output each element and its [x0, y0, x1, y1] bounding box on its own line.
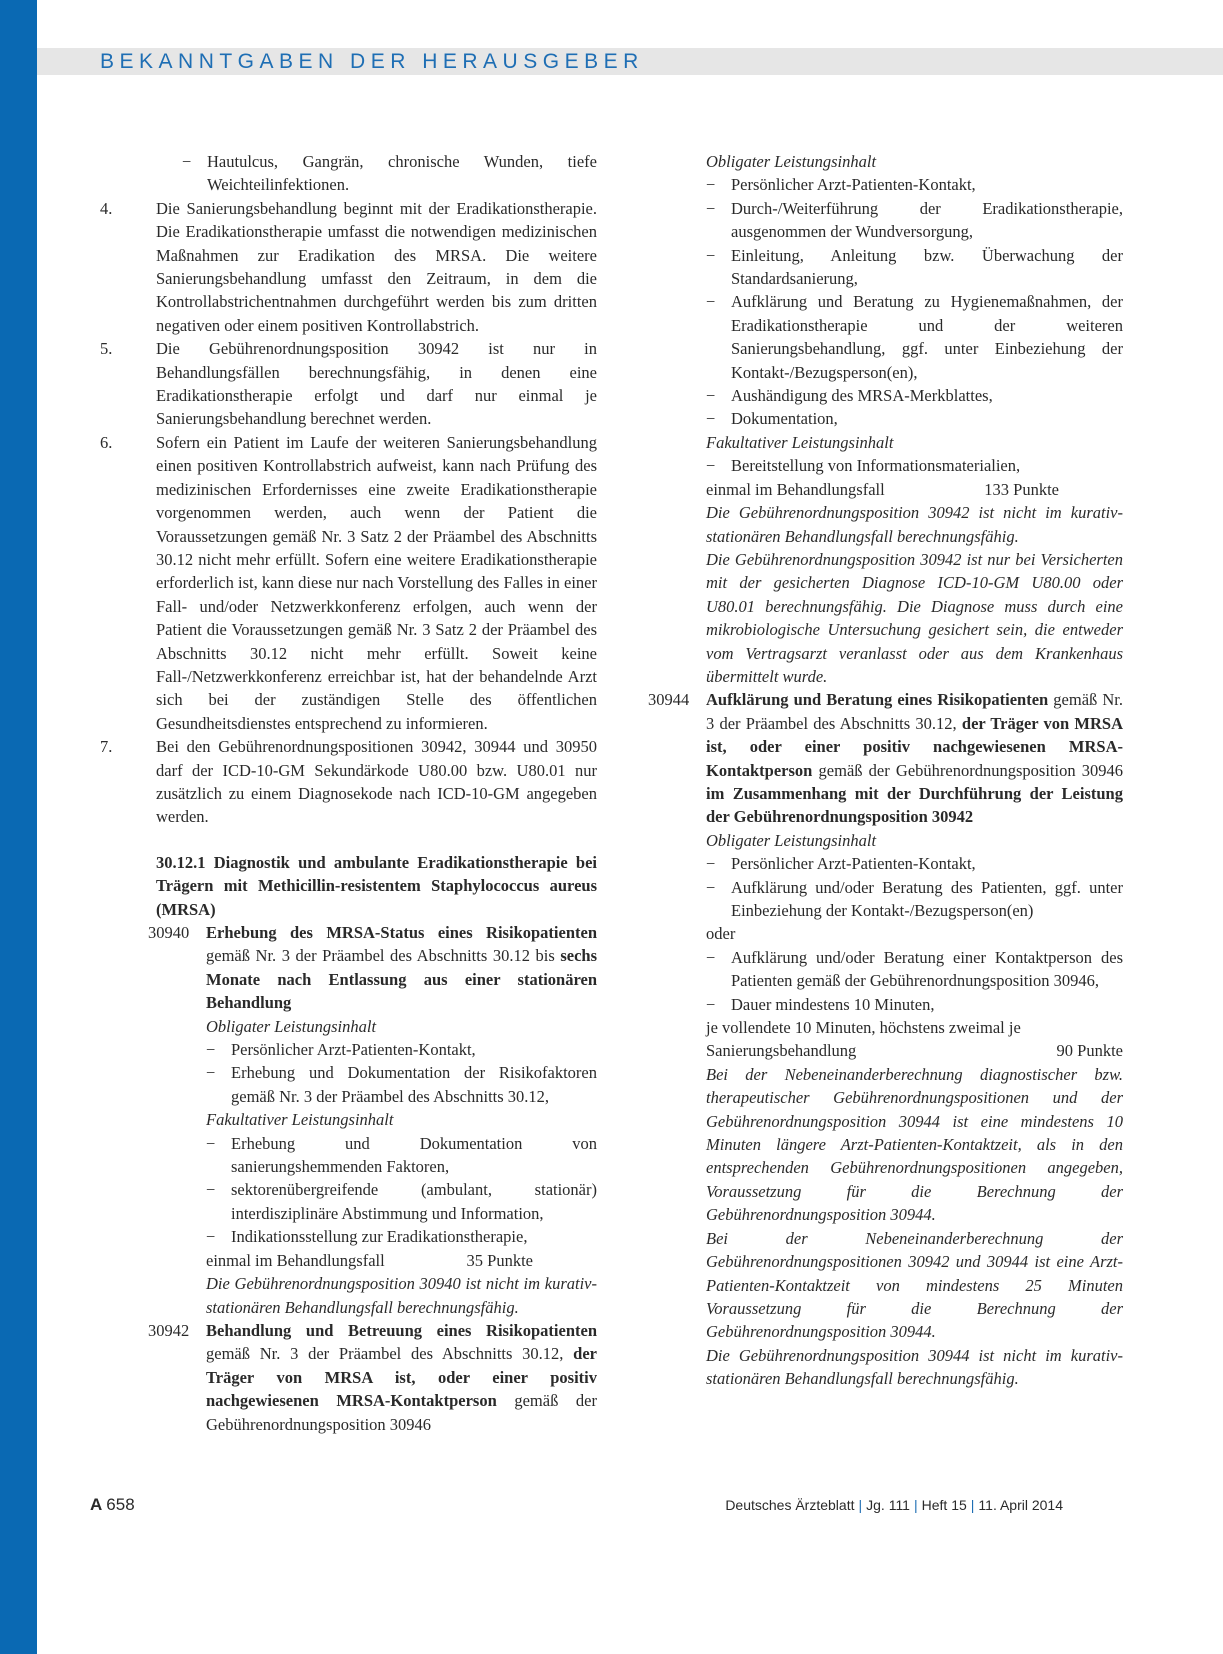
list-item: [100, 337, 597, 431]
position-text: gemäß Nr. 3 der Präambel des Abschnitts 30.12 bis: [206, 946, 561, 966]
position-title: Erhebung des MRSA-Status eines Risikopatienten: [206, 923, 597, 942]
dash-item: − Erhebung und Dokumentation von sanierungshemmenden Faktoren,: [231, 1132, 597, 1179]
list-item: [100, 735, 597, 829]
dash-item: − Durch-/Weiterführung der Eradikationstherapie, ausgenommen der Wundversorgung,: [731, 197, 1123, 244]
item-text: Sofern ein Patient im Laufe der weiteren Sanierungsbehandlung einen positiven Kontrollabstrich aufweist, kann nach Prüfung des medizinischen Erfordernisses eine zweite Eradikationstherapie vorgenommen werden, auch wenn der Patient die Voraussetzungen gemäß Nr. 3 Satz 2 der Präambel des Abschnitts 30.12 nicht mehr erfüllt. Sofern eine weitere Eradikationstherapie erforderlich ist, kann diese nur nach Vorstellung des Falles in einer Fall- und/oder Netzwerkkonferenz erfolgen, auch wenn der Patient die Voraussetzungen gemäß Nr. 3 Satz 2 der Präambel des Abschnitts 30.12 nicht mehr erfüllt. Soweit keine Fall-/Netzwerkkonferenz erreichbar ist, hat der behandelnde Arzt sich bei der zuständigen Stelle des öffentlichen Gesundheitsdienstes entsprechend zu informieren.: [156, 432, 597, 733]
fakultativ-label: Fakultativer Leistungsinhalt: [206, 1110, 394, 1130]
dash-item: − Indikationsstellung zur Eradikationstherapie,: [231, 1225, 597, 1248]
position-note: Die Gebührenordnungsposition 30942 ist nicht im kurativ-stationären Behandlungsfall berechnungsfähig.: [706, 503, 1123, 546]
position-title-cont: sechs Monate nach Entlassung aus einer stationären Behandlung: [206, 946, 597, 1013]
dash-item: − Hautulcus, Gangrän, chronische Wunden, tiefe Weichteilinfektionen.: [207, 150, 597, 197]
dash-item: − Bereitstellung von Informationsmaterialien,: [731, 454, 1123, 477]
frequency: einmal im Behandlungsfall: [706, 479, 885, 499]
position-text: gemäß Nr. 3 der Präambel des Abschnitts 30.12,: [206, 1344, 574, 1364]
dash-item: − Erhebung und Dokumentation der Risikofaktoren gemäß Nr. 3 der Präambel des Abschnitts 30.12,: [231, 1061, 597, 1108]
item-number: 4.: [100, 198, 113, 218]
separator: |: [970, 1497, 975, 1513]
dash-item: − Dauer mindestens 10 Minuten,: [731, 993, 1123, 1016]
frequency-cont: Sanierungsbehandlung: [706, 1041, 857, 1061]
obligat-label: Obligater Leistungsinhalt: [706, 830, 877, 850]
item-text: Die Sanierungsbehandlung beginnt mit der Eradikationstherapie. Die Eradikationstherapie umfasst die notwendigen medizinischen Maßnahmen zur Eradikation des MRSA. Die weitere Sanierungsbehandlung umfasst den Zeitraum, in dem die Kontrollabstrichentnahmen durchgeführt werden bis zum dritten negativen oder einem positiven Kontrollabstrich.: [156, 198, 597, 335]
position-title: Behandlung und Betreuung eines Risikopatienten: [206, 1320, 597, 1340]
obligat-label: Obligater Leistungsinhalt: [706, 152, 877, 171]
list-item: [100, 431, 597, 735]
position-text-cont: gemäß der Gebührenordnungsposition 30946: [206, 1391, 597, 1434]
dash-item: − Aufklärung und/oder Beratung einer Kontaktperson des Patienten gemäß der Gebührenordnungsposition 30946,: [731, 946, 1123, 993]
separator: |: [913, 1497, 918, 1513]
position-note: Bei der Nebeneinanderberechnung diagnostischer bzw. therapeutischer Gebührenordnungspositionen und der Gebührenordnungsposition 30944 ist eine mindestens 10 Minuten längere Arzt-Patienten-Kontaktzeit, als in den entsprechenden Gebührenordnungspositionen angegeben, Voraussetzung für die Berechnung der Gebührenordnungsposition 30944.: [706, 1064, 1123, 1225]
journal-date: 11. April 2014: [978, 1497, 1063, 1513]
points: 35 Punkte: [466, 1250, 533, 1270]
dash-item: − Einleitung, Anleitung bzw. Überwachung der Standardsanierung,: [731, 244, 1123, 291]
right-column: [648, 150, 1123, 1391]
position-title-end: im Zusammenhang mit der Durchführung der Leistung der Gebührenordnungsposition 30942: [706, 783, 1123, 827]
fakultativ-label: Fakultativer Leistungsinhalt: [706, 432, 894, 452]
dash-item: − Persönlicher Arzt-Patienten-Kontakt,: [731, 852, 1123, 875]
page-number: [90, 1495, 135, 1515]
frequency: je vollendete 10 Minuten, höchstens zweimal je: [706, 1018, 1021, 1038]
fee-code: 30944: [648, 690, 690, 710]
journal-issue: Heft 15: [921, 1497, 967, 1513]
points: 90 Punkte: [1056, 1041, 1123, 1061]
dash-item: − Persönlicher Arzt-Patienten-Kontakt,: [231, 1038, 597, 1061]
position-text-cont: gemäß der Gebührenordnungsposition 30946: [812, 760, 1123, 780]
journal-citation: [725, 1497, 1063, 1513]
page-number-value: 658: [106, 1495, 135, 1514]
list-item: [100, 197, 597, 337]
oder-text: oder: [706, 924, 736, 944]
frequency: einmal im Behandlungsfall: [206, 1250, 385, 1270]
item-number: 7.: [100, 737, 113, 757]
fee-position-30944: [648, 688, 1123, 1390]
section-header-title: BEKANNTGABEN DER HERAUSGEBER: [100, 50, 644, 73]
fee-position-30940: [148, 921, 597, 1319]
item-number: 5.: [100, 339, 113, 359]
journal-volume: Jg. 111: [866, 1497, 910, 1513]
position-title-cont: der Träger von MRSA ist, oder einer positiv nachgewiesenen MRSA-Kontaktperson: [706, 713, 1123, 780]
position-note: Die Gebührenordnungsposition 30940 ist nicht im kurativ-stationären Behandlungsfall berechnungsfähig.: [206, 1274, 597, 1317]
left-column: [100, 150, 597, 1436]
dash-item: − Persönlicher Arzt-Patienten-Kontakt,: [731, 173, 1123, 196]
dash-item: − Aufklärung und Beratung zu Hygienemaßnahmen, der Eradikationstherapie und der weiteren Sanierungsbehandlung, ggf. unter Einbeziehung der Kontakt-/Bezugsperson(en),: [731, 290, 1123, 384]
item-number: 6.: [100, 432, 113, 452]
points: 133 Punkte: [984, 479, 1059, 499]
dash-item: − Aushändigung des MRSA-Merkblattes,: [731, 384, 1123, 407]
position-text: gemäß Nr. 3 der Präambel des Abschnitts 30.12,: [706, 690, 1123, 733]
separator: |: [858, 1497, 863, 1513]
journal-name: Deutsches Ärzteblatt: [725, 1497, 855, 1513]
position-title-cont: der Träger von MRSA ist, oder einer positiv nachgewiesenen MRSA-Kontaktperson: [206, 1344, 597, 1411]
obligat-label: Obligater Leistungsinhalt: [206, 1016, 377, 1036]
points-row: [206, 1249, 597, 1272]
position-note: Die Gebührenordnungsposition 30944 ist nicht im kurativ-stationären Behandlungsfall berechnungsfähig.: [706, 1345, 1123, 1389]
fee-code: 30942: [148, 1320, 190, 1340]
position-title: Aufklärung und Beratung eines Risikopatienten: [706, 690, 1049, 710]
side-accent-bar: [0, 0, 37, 1654]
page-prefix: A: [90, 1495, 103, 1514]
points-row: [706, 478, 1123, 501]
position-note: Bei der Nebeneinanderberechnung der Gebührenordnungspositionen 30942 und 30944 ist eine Arzt-Patienten-Kontaktzeit von mindestens 25 Minuten Voraussetzung für die Berechnung der Gebührenordnungsposition 30944.: [706, 1228, 1123, 1342]
position-note: Die Gebührenordnungsposition 30942 ist nur bei Versicherten mit der gesicherten Diagnose ICD-10-GM U80.00 oder U80.01 berechnungsfähig. Die Diagnose muss durch eine mikrobiologische Untersuchung gesichert sein, die entweder vom Vertragsarzt veranlasst oder aus dem Krankenhaus übermittelt wurde.: [706, 549, 1123, 686]
fee-position-30942: [148, 1319, 597, 1436]
dash-item: − Dokumentation,: [731, 407, 1123, 430]
fee-code: 30940: [148, 923, 190, 942]
section-title: 30.12.1 Diagnostik und ambulante Eradikationstherapie bei Trägern mit Methicillin-resistentem Staphylococcus aureus (MRSA): [156, 852, 597, 919]
points-row: [706, 1039, 1123, 1062]
dash-item: − sektorenübergreifende (ambulant, stationär) interdisziplinäre Abstimmung und Information,: [231, 1178, 597, 1225]
item-text: Die Gebührenordnungsposition 30942 ist nur in Behandlungsfällen berechnungsfähig, in denen eine Eradikationstherapie erfolgt und darf nur einmal je Sanierungsbehandlung berechnet werden.: [156, 339, 597, 429]
dash-item: − Aufklärung und/oder Beratung des Patienten, ggf. unter Einbeziehung der Kontakt-/Bezugsperson(en): [731, 876, 1123, 923]
item-text: Bei den Gebührenordnungspositionen 30942, 30944 und 30950 darf der ICD-10-GM Sekundärkode U80.00 bzw. U80.01 nur zusätzlich zu einem Diagnosekode nach ICD-10-GM angegeben werden.: [156, 737, 597, 827]
